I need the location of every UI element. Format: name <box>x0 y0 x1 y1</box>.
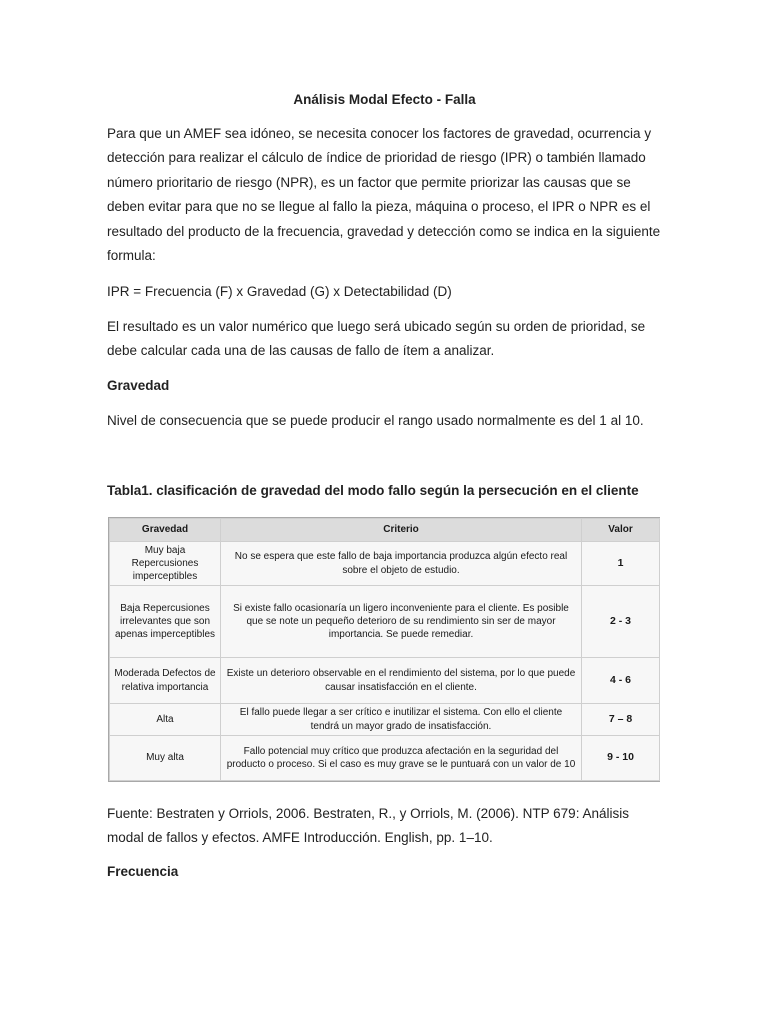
cell-criterio: Si existe fallo ocasionaría un ligero inconveniente para el cliente. Es posible que se note un pequeño deterioro de su rendimiento sin ser de mayor importancia. Se puede remediar. <box>221 586 582 658</box>
cell-criterio: El fallo puede llegar a ser crítico e inutilizar el sistema. Con ello el cliente tendrá un mayor grado de insatisfacción. <box>221 704 582 736</box>
cell-gravedad: Baja Repercusiones irrelevantes que son apenas imperceptibles <box>110 586 221 658</box>
cell-criterio: Existe un deterioro observable en el rendimiento del sistema, por lo que puede causar insatisfacción en el cliente. <box>221 658 582 704</box>
cell-valor: 2 - 3 <box>582 586 660 658</box>
cell-criterio: Fallo potencial muy crítico que produzca afectación en la seguridad del producto o proceso. Si el caso es muy grave se le puntuará con un valor de 10 <box>221 736 582 781</box>
cell-valor: 1 <box>582 542 660 586</box>
formula-line: IPR = Frecuencia (F) x Gravedad (G) x Detectabilidad (D) <box>107 284 452 299</box>
cell-valor: 9 - 10 <box>582 736 660 781</box>
document-title: Análisis Modal Efecto - Falla <box>293 92 476 107</box>
result-paragraph: El resultado es un valor numérico que luego será ubicado según su orden de prioridad, se debe calcular cada una de las causas de fallo de ítem a analizar. <box>107 319 646 359</box>
cell-gravedad: Alta <box>110 704 221 736</box>
table-row <box>110 542 660 586</box>
gravedad-table <box>108 517 660 782</box>
gravedad-description: Nivel de consecuencia que se puede producir el rango usado normalmente es del 1 al 10. <box>107 413 644 428</box>
cell-gravedad: Muy alta <box>110 736 221 781</box>
table-header-row <box>110 519 660 542</box>
cell-valor: 7 – 8 <box>582 704 660 736</box>
header-gravedad: Gravedad <box>110 519 221 542</box>
table-row <box>110 658 660 704</box>
table-row <box>110 586 660 658</box>
header-valor: Valor <box>582 519 660 542</box>
table-row <box>110 736 660 781</box>
frecuencia-heading: Frecuencia <box>107 864 179 879</box>
source-citation: Fuente: Bestraten y Orriols, 2006. Bestraten, R., y Orriols, M. (2006). NTP 679: Análisis modal de fallos y efectos. AMFE Introducción. English, pp. 1–10. <box>107 806 629 846</box>
header-criterio: Criterio <box>221 519 582 542</box>
table-caption: Tabla1. clasificación de gravedad del modo fallo según la persecución en el cliente <box>107 483 639 498</box>
table-row <box>110 704 660 736</box>
intro-paragraph: Para que un AMEF sea idóneo, se necesita conocer los factores de gravedad, ocurrencia y detección para realizar el cálculo de índice de prioridad de riesgo (IPR) o también llamado número prioritario de riesgo (NPR), es un factor que permite priorizar las causas que se deben evitar para que no se llegue al fallo la pieza, máquina o proceso, el IPR o NPR es el resultado del producto de la frecuencia, gravedad y detección como se indica en la siguiente formula: <box>107 126 661 264</box>
cell-gravedad: Moderada Defectos de relativa importancia <box>110 658 221 704</box>
cell-valor: 4 - 6 <box>582 658 660 704</box>
cell-gravedad: Muy baja Repercusiones imperceptibles <box>110 542 221 586</box>
cell-criterio: No se espera que este fallo de baja importancia produzca algún efecto real sobre el objeto de estudio. <box>221 542 582 586</box>
gravedad-heading: Gravedad <box>107 378 170 393</box>
